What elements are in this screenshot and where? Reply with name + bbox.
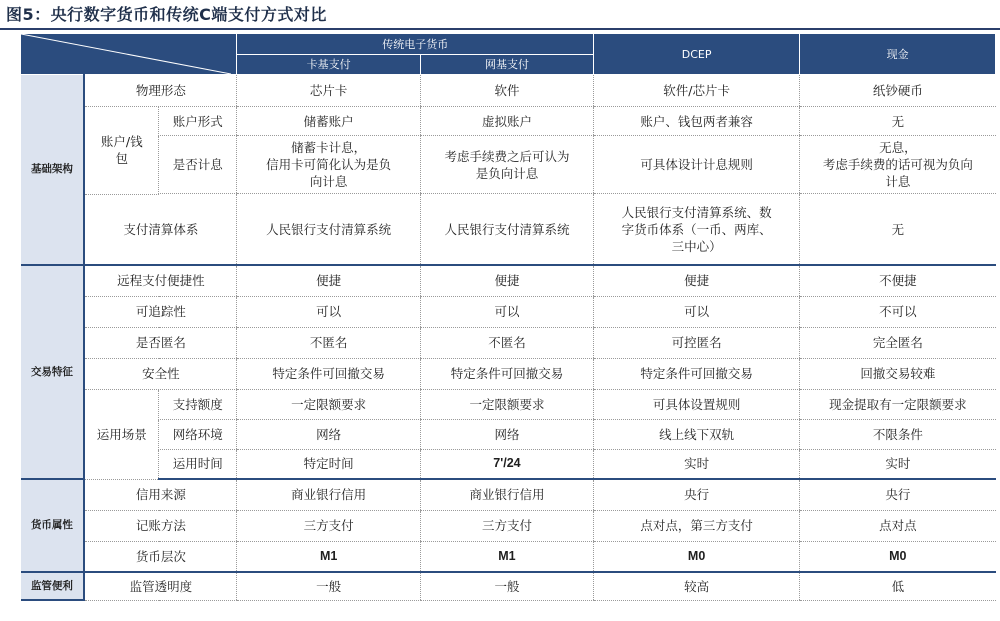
row-group-label: 运用场景 [84,389,158,479]
cell-card: 储蓄卡计息， 信用卡可简化认为是负 向计息 [237,136,420,194]
table-row [21,296,996,327]
row-sublabel: 账户形式 [159,107,237,136]
row-label: 监管透明度 [84,572,237,600]
cell-cash: 不可以 [800,296,996,327]
row-sublabel: 网络环境 [159,419,237,449]
cell-dcep: 可以 [594,296,800,327]
table-row [21,327,996,358]
cell-cash: 央行 [800,479,996,510]
cell-online: 人民银行支付清算系统 [420,194,593,265]
cell-card: 商业银行信用 [237,479,420,510]
cell-cash: 完全匿名 [800,327,996,358]
cell-cash: 低 [800,572,996,600]
cell-card: 可以 [237,296,420,327]
cell-dcep: 特定条件可回撤交易 [594,358,800,389]
cell-dcep: 便捷 [594,265,800,296]
header-card-payment: 卡基支付 [237,55,420,75]
cell-dcep: 点对点，第三方支付 [594,510,800,541]
cell-online: 三方支付 [420,510,593,541]
diagonal-line [21,34,231,74]
table-row [21,358,996,389]
cell-online: 特定条件可回撤交易 [420,358,593,389]
row-label: 信用来源 [84,479,237,510]
cell-card: 特定条件可回撤交易 [237,358,420,389]
row-label: 是否匿名 [84,327,237,358]
cell-dcep: 账户、钱包两者兼容 [594,107,800,136]
section-regulation: 监管便利 [21,572,85,600]
row-sublabel: 运用时间 [159,449,237,479]
row-label: 物理形态 [84,75,237,107]
cell-cash: 点对点 [800,510,996,541]
cell-dcep: 软件/芯片卡 [594,75,800,107]
section-transaction: 交易特征 [21,265,85,479]
cell-online: 商业银行信用 [420,479,593,510]
table-row [21,75,996,107]
table-row [21,107,996,136]
cell-card: 特定时间 [237,449,420,479]
header-traditional: 传统电子货币 [237,34,594,55]
comparison-table [20,33,996,601]
cell-cash: 不限条件 [800,419,996,449]
cell-online: 虚拟账户 [420,107,593,136]
table-row [21,541,996,572]
header-cash: 现金 [800,34,996,75]
cell-card: 网络 [237,419,420,449]
table-row [21,194,996,265]
cell-online: 考虑手续费之后可认为 是负向计息 [420,136,593,194]
row-sublabel: 支持额度 [159,389,237,419]
cell-online: 7'/24 [420,449,593,479]
table-row [21,572,996,600]
cell-card: 储蓄账户 [237,107,420,136]
cell-cash: 回撤交易较难 [800,358,996,389]
cell-cash: 无 [800,194,996,265]
cell-cash: 不便捷 [800,265,996,296]
row-label: 货币层次 [84,541,237,572]
cell-online: 网络 [420,419,593,449]
row-label: 安全性 [84,358,237,389]
cell-dcep: 线上线下双轨 [594,419,800,449]
table-row [21,419,996,449]
cell-card: 一般 [237,572,420,600]
cell-card: 芯片卡 [237,75,420,107]
cell-card: 便捷 [237,265,420,296]
cell-dcep: 可控匿名 [594,327,800,358]
cell-online: 便捷 [420,265,593,296]
cell-online: 一般 [420,572,593,600]
cell-dcep: 可具体设置规则 [594,389,800,419]
row-label: 可追踪性 [84,296,237,327]
table-row [21,389,996,419]
section-currency: 货币属性 [21,479,85,572]
cell-card: M1 [237,541,420,572]
cell-card: 三方支付 [237,510,420,541]
table-row [21,449,996,479]
cell-dcep: 可具体设计计息规则 [594,136,800,194]
row-group-label: 账户/钱 包 [84,107,158,195]
header-corner [21,34,237,75]
cell-online: 不匿名 [420,327,593,358]
cell-online: M1 [420,541,593,572]
row-label: 远程支付便捷性 [84,265,237,296]
cell-cash: 实时 [800,449,996,479]
header-dcep: DCEP [594,34,800,75]
header-row-1 [21,34,996,55]
title-rule [0,28,1000,30]
cell-cash: 纸钞硬币 [800,75,996,107]
cell-cash: 无 [800,107,996,136]
figure-title: 图5：央行数字货币和传统C端支付方式对比 [6,5,327,24]
cell-card: 不匿名 [237,327,420,358]
table-row [21,479,996,510]
cell-dcep: 央行 [594,479,800,510]
cell-dcep: M0 [594,541,800,572]
table-row [21,265,996,296]
cell-online: 软件 [420,75,593,107]
table-row [21,510,996,541]
header-online-payment: 网基支付 [420,55,593,75]
cell-card: 人民银行支付清算系统 [237,194,420,265]
section-infrastructure: 基础架构 [21,75,85,266]
row-sublabel: 是否计息 [159,136,237,194]
cell-dcep: 较高 [594,572,800,600]
cell-cash: M0 [800,541,996,572]
table-row [21,136,996,194]
cell-online: 可以 [420,296,593,327]
row-label: 支付清算体系 [84,194,237,265]
cell-online: 一定限额要求 [420,389,593,419]
cell-dcep: 人民银行支付清算系统、数 字货币体系（一币、两库、 三中心） [594,194,800,265]
cell-card: 一定限额要求 [237,389,420,419]
row-label: 记账方法 [84,510,237,541]
cell-dcep: 实时 [594,449,800,479]
cell-cash: 现金提取有一定限额要求 [800,389,996,419]
cell-cash: 无息， 考虑手续费的话可视为负向 计息 [800,136,996,194]
